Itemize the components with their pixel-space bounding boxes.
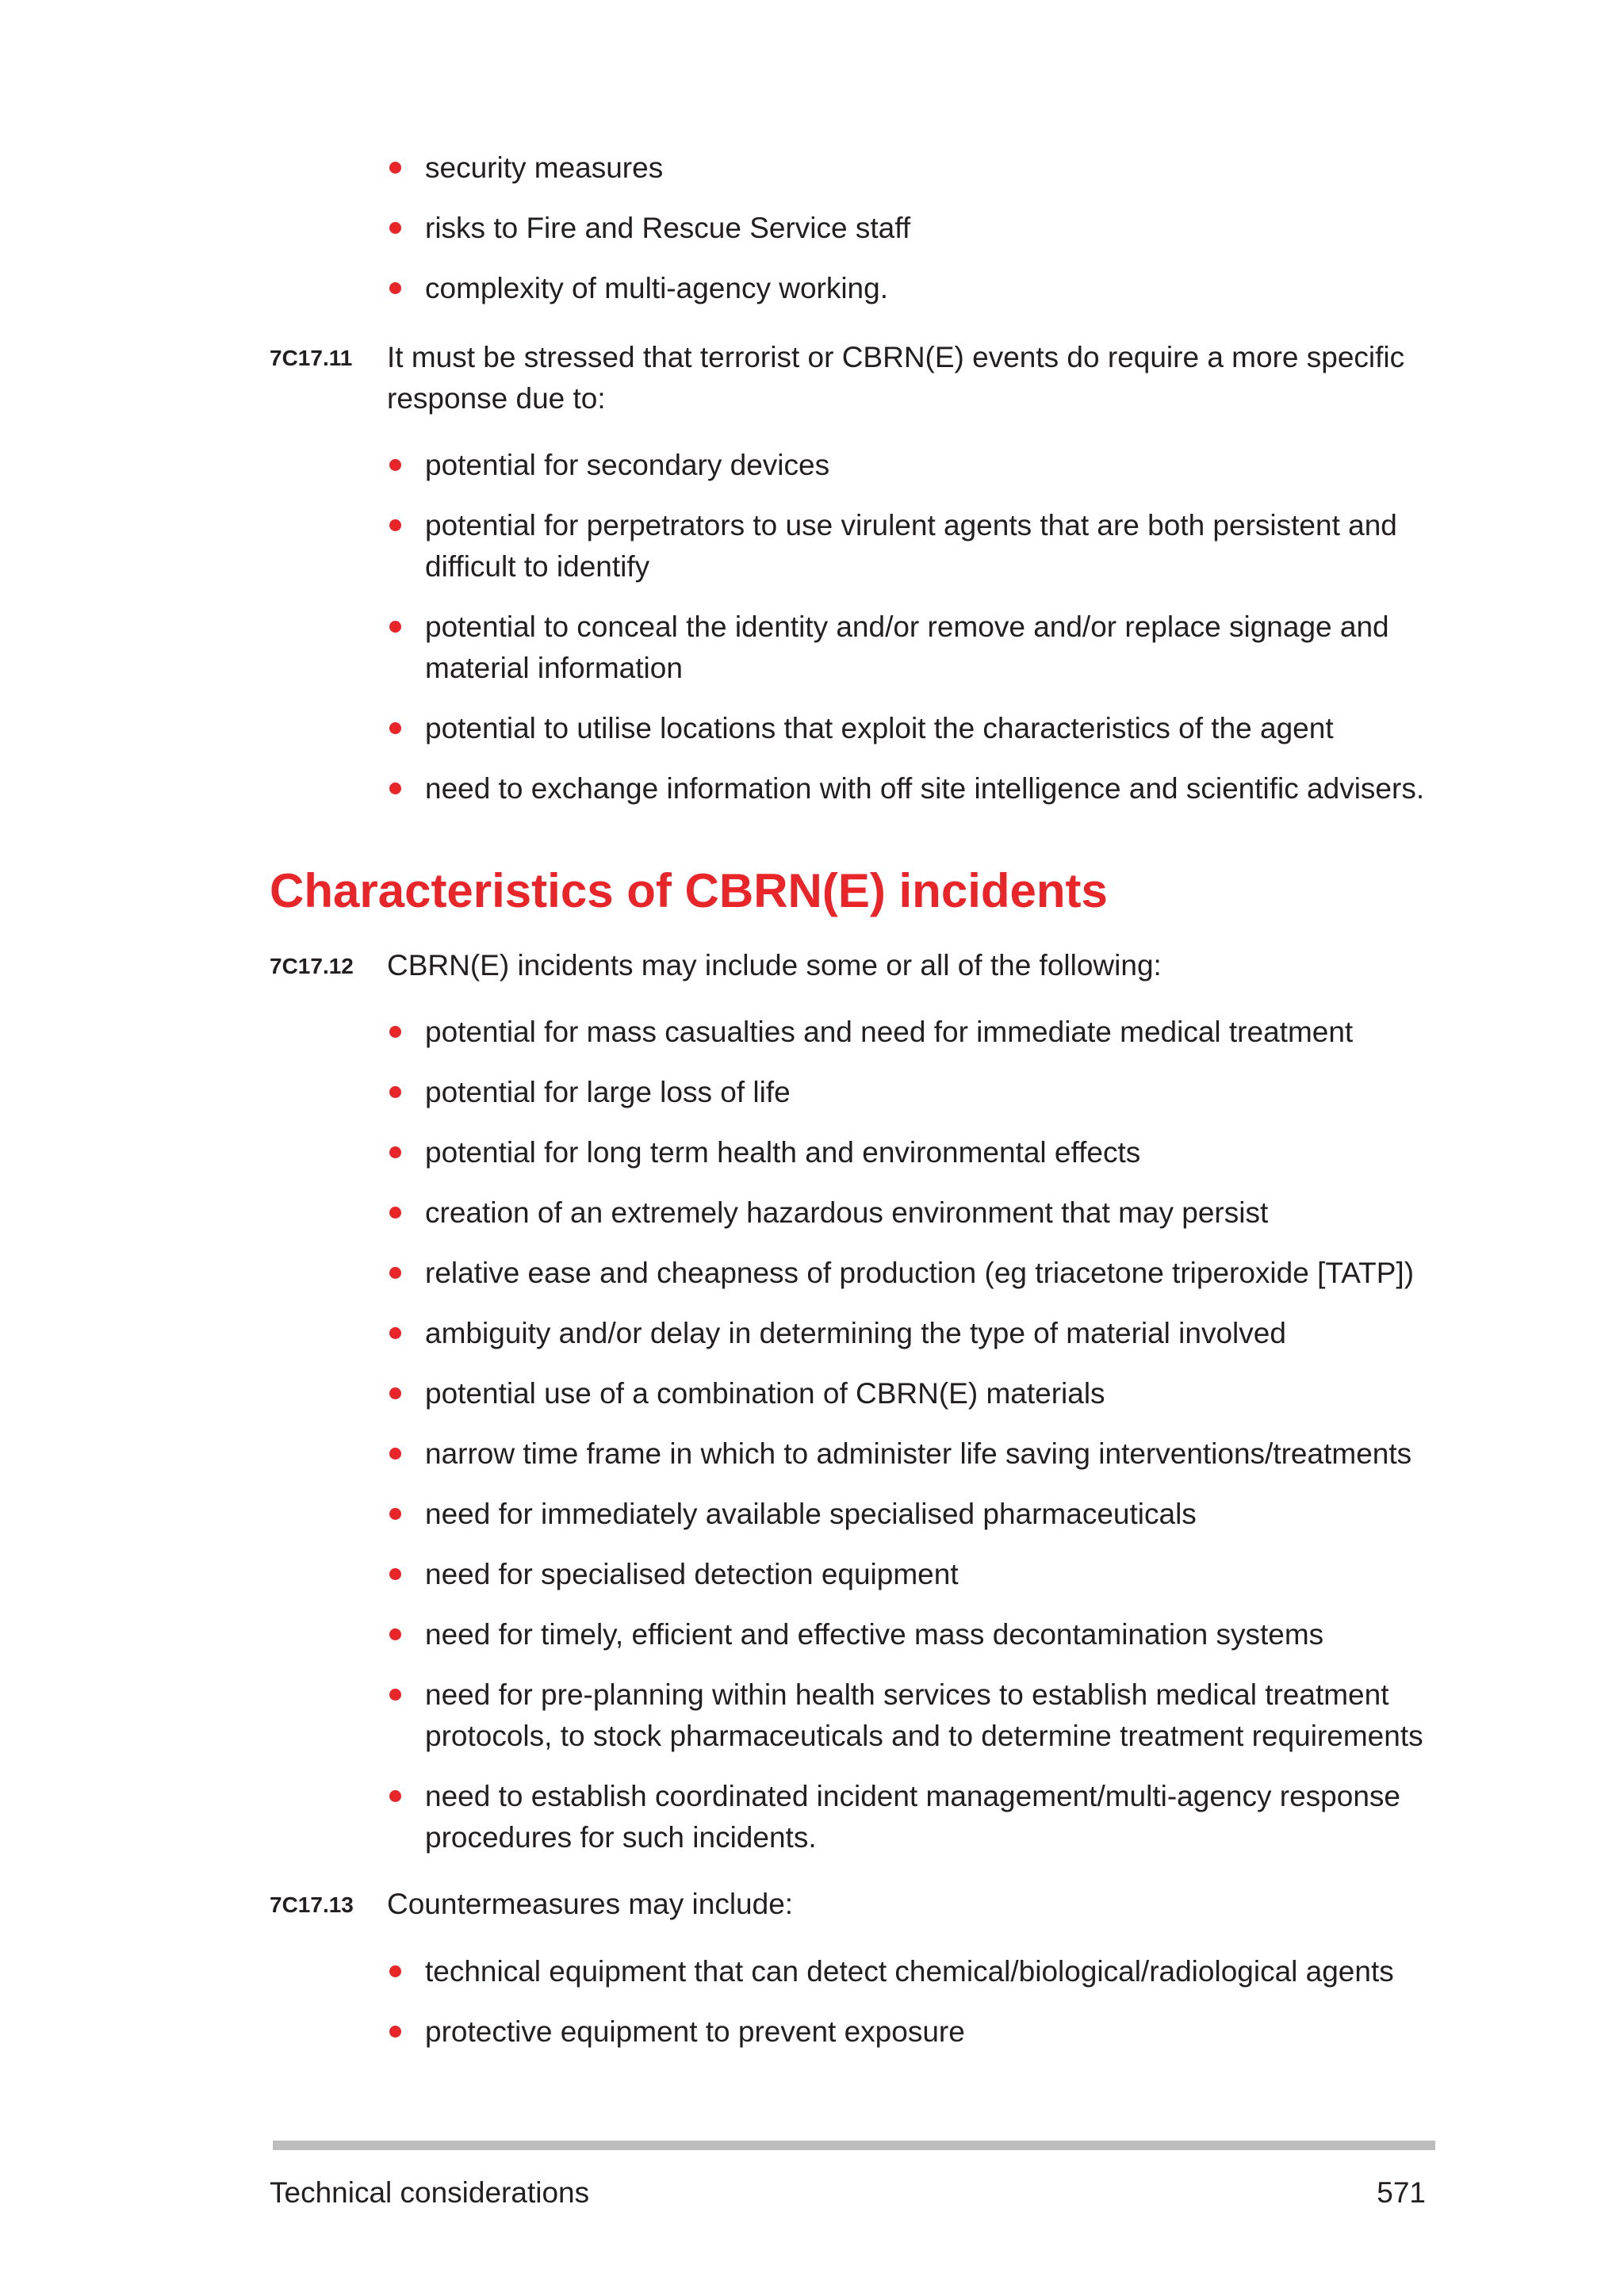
list-item-text: risks to Fire and Rescue Service staff <box>425 212 911 244</box>
list-item-text: potential use of a combination of CBRN(E) materials <box>425 1377 1105 1410</box>
bullet-dot-icon <box>389 1387 401 1399</box>
paragraph-number: 7C17.13 <box>270 1892 354 1917</box>
bullet-dot-icon <box>389 1568 401 1580</box>
list-item-text: need to establish coordinated incident management/multi-agency response procedures for such incidents. <box>425 1780 1400 1854</box>
list-item <box>387 147 1450 189</box>
footer-section-title: Technical considerations <box>270 2176 590 2209</box>
list-item-text: need for specialised detection equipment <box>425 1558 959 1590</box>
list-item <box>387 1554 1450 1595</box>
bullet-list-terrorist-response <box>387 445 1450 828</box>
list-item-text: need for timely, efficient and effective mass decontamination systems <box>425 1618 1324 1651</box>
list-item <box>387 607 1450 689</box>
bullet-dot-icon <box>389 1207 401 1219</box>
bullet-dot-icon <box>389 1508 401 1520</box>
list-item-text: potential for mass casualties and need for immediate medical treatment <box>425 1016 1354 1048</box>
list-item <box>387 1072 1450 1113</box>
list-item-text: potential for perpetrators to use virulent agents that are both persistent and difficult to identify <box>425 509 1397 583</box>
bullet-dot-icon <box>389 621 401 633</box>
paragraph-7c17-11 <box>270 337 1459 419</box>
paragraph-text: Countermeasures may include: <box>387 1888 794 1920</box>
list-item-text: technical equipment that can detect chemical/biological/radiological agents <box>425 1955 1394 1988</box>
page-number: 571 <box>1377 2176 1426 2209</box>
bullet-dot-icon <box>389 1790 401 1802</box>
list-item <box>387 268 1450 309</box>
list-item <box>387 1951 1450 1992</box>
list-item <box>387 1776 1450 1858</box>
paragraph-text: It must be stressed that terrorist or CBRN(E) events do require a more specific response due to: <box>387 341 1405 415</box>
list-item-text: potential for long term health and environmental effects <box>425 1136 1141 1169</box>
bullet-dot-icon <box>389 459 401 471</box>
bullet-dot-icon <box>389 1146 401 1158</box>
list-item-text: need for pre-planning within health services to establish medical treatment protocols, to stock pharmaceuticals and to determine treatment requirements <box>425 1678 1423 1752</box>
list-item <box>387 1674 1450 1757</box>
paragraph-number: 7C17.12 <box>270 954 354 978</box>
bullet-dot-icon <box>389 162 401 174</box>
list-item-text: narrow time frame in which to administer life saving interventions/treatments <box>425 1437 1412 1470</box>
list-item-text: potential to conceal the identity and/or remove and/or replace signage and material information <box>425 610 1389 684</box>
list-item <box>387 1433 1450 1475</box>
list-item <box>387 1253 1450 1294</box>
list-item-text: potential to utilise locations that exploit the characteristics of the agent <box>425 712 1334 744</box>
paragraph-7c17-13 <box>270 1884 1459 1925</box>
list-item <box>387 2011 1450 2053</box>
bullet-dot-icon <box>389 1628 401 1640</box>
bullet-list-cbrne-characteristics <box>387 1012 1450 1877</box>
bullet-dot-icon <box>389 1086 401 1098</box>
list-item-text: potential for secondary devices <box>425 449 830 481</box>
list-item <box>387 505 1450 587</box>
bullet-dot-icon <box>389 722 401 734</box>
list-item-text: creation of an extremely hazardous environment that may persist <box>425 1196 1269 1229</box>
bullet-dot-icon <box>389 1448 401 1460</box>
list-item <box>387 708 1450 749</box>
list-item <box>387 1012 1450 1053</box>
bullet-dot-icon <box>389 222 401 234</box>
list-item <box>387 1494 1450 1535</box>
list-item <box>387 208 1450 249</box>
list-item <box>387 445 1450 486</box>
list-item <box>387 1132 1450 1173</box>
list-item-text: protective equipment to prevent exposure <box>425 2015 965 2048</box>
paragraph-number: 7C17.11 <box>270 346 353 370</box>
bullet-dot-icon <box>389 2026 401 2038</box>
bullet-dot-icon <box>389 1689 401 1701</box>
bullet-dot-icon <box>389 1026 401 1038</box>
list-item <box>387 1192 1450 1234</box>
list-item <box>387 768 1450 809</box>
bullet-dot-icon <box>389 519 401 531</box>
list-item-text: potential for large loss of life <box>425 1076 791 1108</box>
list-item-text: relative ease and cheapness of production (eg triacetone triperoxide [TATP]) <box>425 1257 1415 1289</box>
bullet-dot-icon <box>389 1267 401 1279</box>
list-item <box>387 1373 1450 1414</box>
section-heading: Characteristics of CBRN(E) incidents <box>270 864 1108 917</box>
list-item-text: ambiguity and/or delay in determining the type of material involved <box>425 1317 1286 1349</box>
list-item <box>387 1313 1450 1354</box>
bullet-dot-icon <box>389 1965 401 1977</box>
bullet-list-countermeasures <box>387 1951 1450 2072</box>
bullet-dot-icon <box>389 1327 401 1339</box>
bullet-dot-icon <box>389 282 401 294</box>
list-item-text: need to exchange information with off site intelligence and scientific advisers. <box>425 772 1425 805</box>
list-item-text: need for immediately available specialised pharmaceuticals <box>425 1498 1197 1530</box>
list-item-text: complexity of multi-agency working. <box>425 272 888 304</box>
list-item-text: security measures <box>425 151 664 184</box>
list-item <box>387 1614 1450 1655</box>
paragraph-text: CBRN(E) incidents may include some or all of the following: <box>387 949 1162 982</box>
bullet-dot-icon <box>389 783 401 794</box>
bullet-list-security <box>387 147 1450 328</box>
footer-divider <box>273 2141 1435 2150</box>
paragraph-7c17-12 <box>270 945 1459 986</box>
